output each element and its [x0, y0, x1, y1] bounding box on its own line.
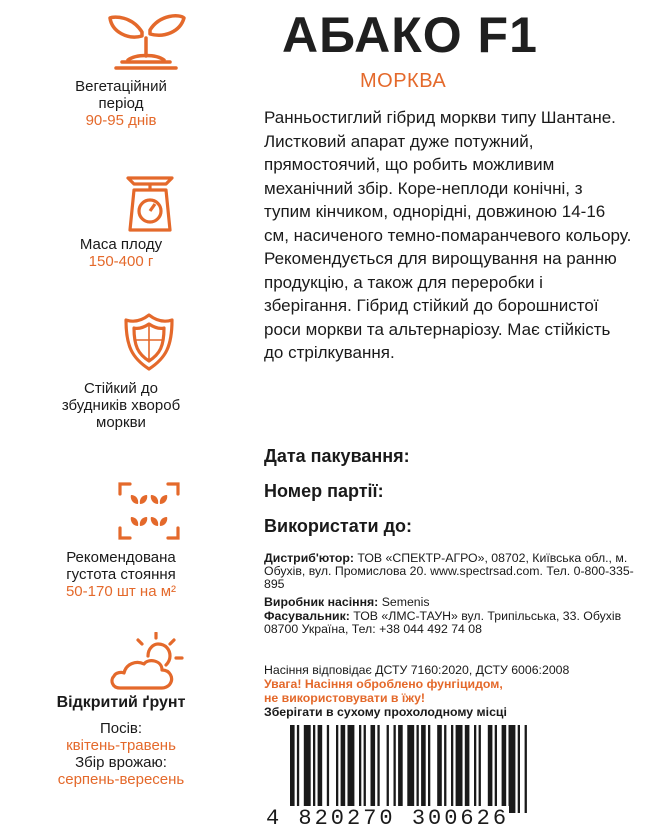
season-stat	[0, 720, 242, 788]
warning-line-2: не використовувати в їжу!	[264, 691, 426, 705]
resistance-label: Стійкий до збудників хвороб моркви	[61, 380, 181, 431]
distributor-info	[264, 552, 640, 592]
resistance-stat	[0, 380, 242, 431]
harvest-value: серпень-вересень	[57, 771, 185, 788]
product-subtitle: МОРКВА	[360, 70, 447, 92]
mass-label: Маса плоду	[79, 236, 163, 253]
packer-info	[264, 610, 640, 636]
plant-density-icon	[118, 482, 180, 540]
sprout-icon	[106, 10, 190, 72]
mass-value: 150-400 г	[88, 253, 154, 270]
barcode	[290, 725, 540, 813]
packer-text: ТОВ «ЛМС-ТАУН» вул. Трипільська, 33. Обухів 08700 Україна, Тел: +38 044 492 74 08	[264, 609, 622, 637]
batch-field: Номер партії:	[264, 481, 384, 501]
barcode-number: 4 820270 300626	[266, 806, 510, 831]
distributor-label: Дистриб'ютор:	[264, 551, 354, 565]
vegetation-label: Вегетаційний період	[75, 78, 167, 112]
density-label: Рекомендована густота стояння	[66, 549, 176, 583]
vegetation-value: 90-95 днів	[85, 112, 157, 129]
producer-info	[264, 596, 640, 609]
sun-cloud-icon	[108, 632, 184, 692]
product-description: Ранньостиглий гібрид моркви типу Шантане. Листковий апарат дуже потужний, прямостоячий, що робить можливим механічний збір. Коре-неплоди конічні, з тупим кінчиком, однорідні, довжиною 14-16 см, насиченого темно-помаранчевого кольору. Рекомендується для вирощування на ранню продукцію, а також для переробки і зберігання. Гібрид стійкий до борошнистої роси моркви та альтернаріозу. Має стійкість до стрілкування.	[264, 108, 632, 362]
distributor-text: ТОВ «СПЕКТР-АГРО», 08702, Київська обл., м. Обухів, вул. Промислова 20. www.spectrsad.com. Тел. 0-800-335-895	[264, 551, 634, 592]
vegetation-stat	[0, 78, 242, 129]
harvest-label: Збір врожаю:	[75, 754, 167, 771]
scale-icon	[124, 172, 176, 234]
producer-label: Виробник насіння:	[264, 595, 379, 609]
shield-icon	[122, 312, 176, 372]
sidebar	[0, 0, 242, 831]
density-value: 50-170 шт на м²	[65, 583, 177, 600]
standards-text: Насіння відповідає ДСТУ 7160:2020, ДСТУ 6006:2008	[264, 663, 570, 677]
use-by-field: Використати до:	[264, 516, 413, 536]
sowing-value: квітень-травень	[66, 737, 176, 754]
pack-date-field: Дата пакування:	[264, 446, 410, 466]
mass-stat	[0, 236, 242, 270]
ground-label: Відкритий ґрунт	[56, 694, 186, 711]
density-stat	[0, 549, 242, 600]
producer-text: Semenis	[381, 595, 430, 609]
warning-line-1: Увага! Насіння оброблено фунгіцидом,	[264, 677, 503, 691]
sowing-label: Посів:	[99, 720, 143, 737]
product-title: АБАКО F1	[282, 7, 538, 63]
storage-text: Зберігати в сухому прохолодному місці	[264, 705, 507, 719]
packer-label: Фасувальник:	[264, 609, 350, 623]
